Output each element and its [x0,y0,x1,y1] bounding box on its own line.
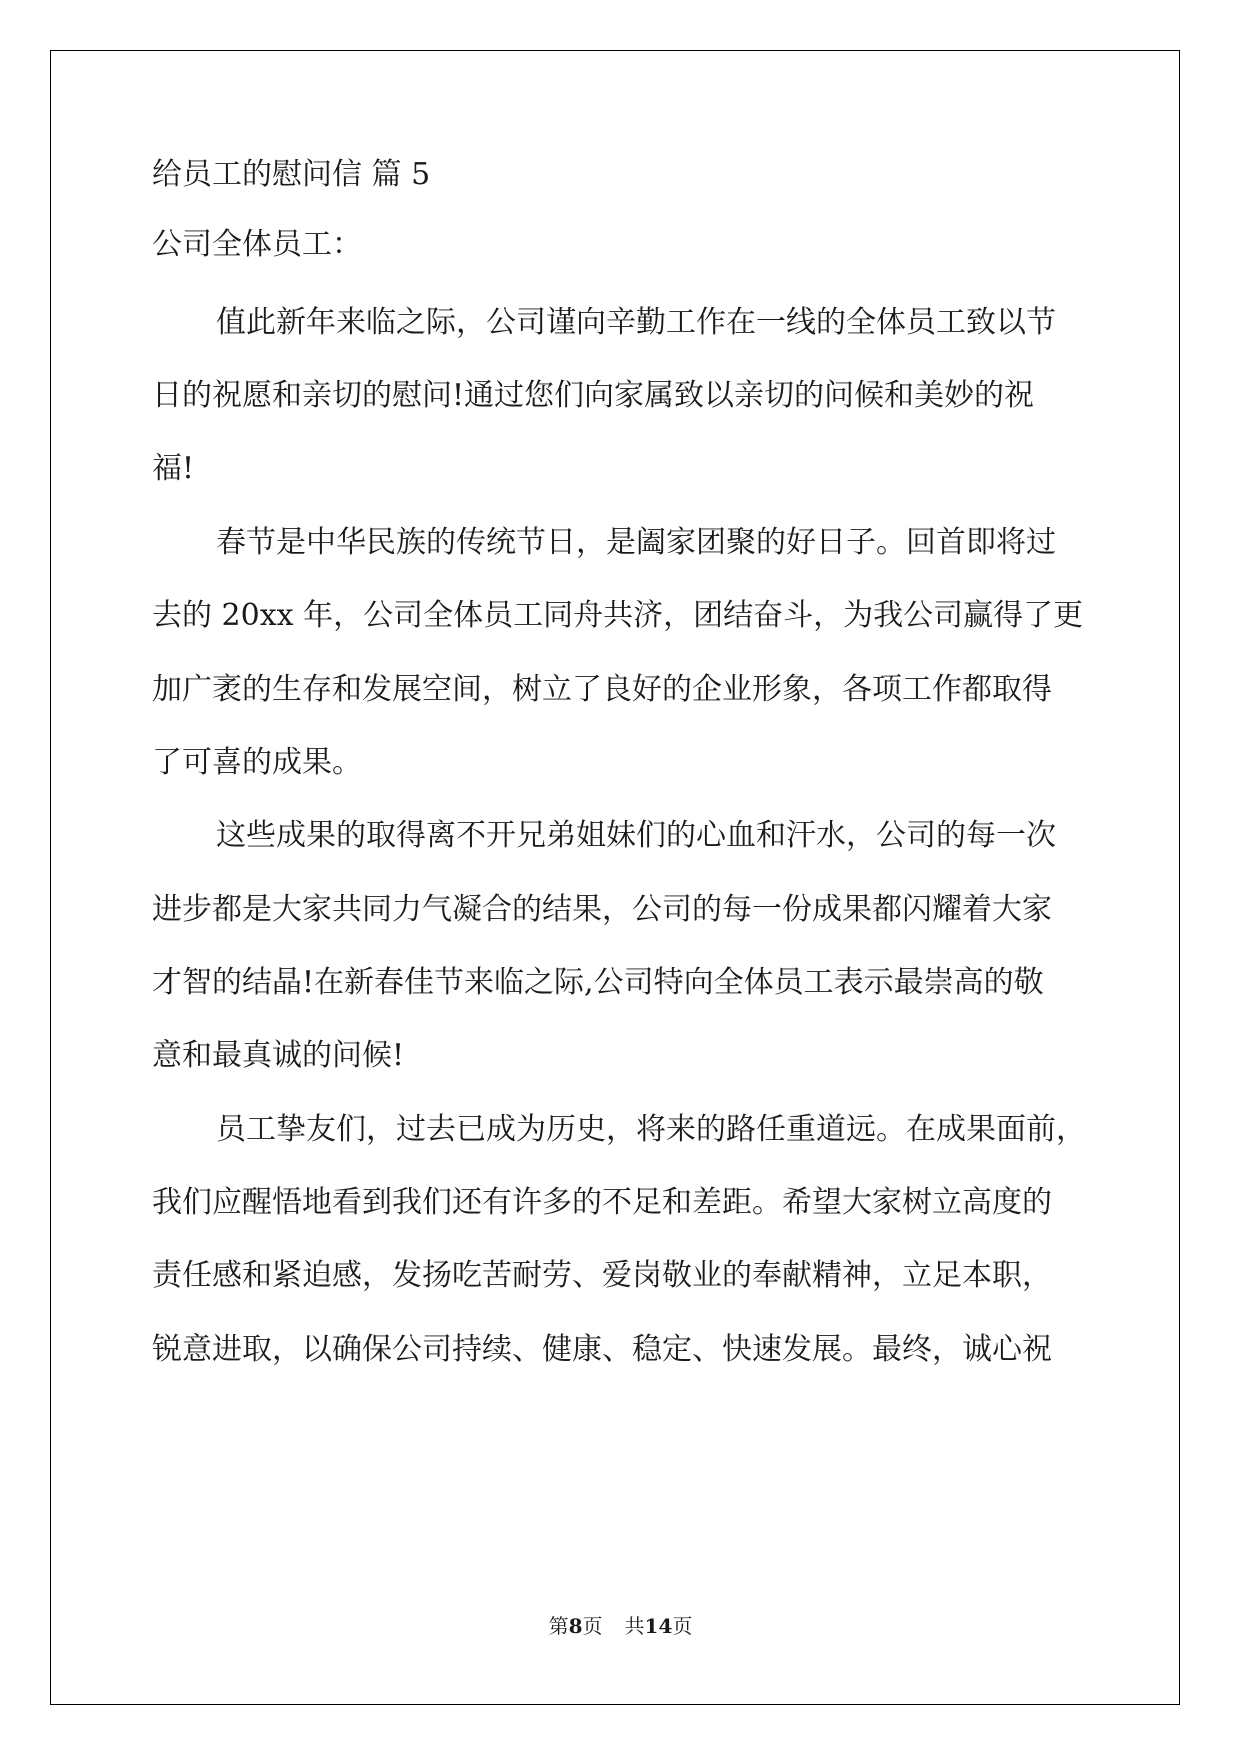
total-suffix: 页 [672,1614,693,1638]
page-suffix: 页 [582,1614,603,1638]
body-line: 锐意进取，以确保公司持续、健康、稳定、快速发展。最终，诚心祝 [152,1332,1052,1367]
salutation: 公司全体员工： [152,227,362,262]
body-line: 加广袤的生存和发展空间，树立了良好的企业形象，各项工作都取得 [152,672,1052,707]
body-line: 这些成果的取得离不开兄弟姐妹们的心血和汗水，公司的每一次 [216,818,1056,853]
page-prefix: 第 [548,1614,569,1638]
body-line: 福! [152,451,195,486]
body-line: 才智的结晶!在新春佳节来临之际,公司特向全体员工表示最崇高的敬 [152,965,1044,1000]
document-title: 给员工的慰问信 篇 5 [152,157,431,192]
body-line: 日的祝愿和亲切的慰问!通过您们向家属致以亲切的问候和美妙的祝 [152,378,1035,413]
body-line: 去的 20xx 年，公司全体员工同舟共济，团结奋斗，为我公司赢得了更 [152,598,1084,633]
body-line: 值此新年来临之际，公司谨向辛勤工作在一线的全体员工致以节 [216,305,1056,340]
page-border [50,50,1180,1705]
body-line: 意和最真诚的问候! [152,1038,405,1073]
total-prefix: 共 [624,1614,645,1638]
body-line: 责任感和紧迫感，发扬吃苦耐劳、爱岗敬业的奉献精神，立足本职， [152,1258,1052,1293]
page-footer [0,1610,1241,1639]
page-number: 8 [568,1614,583,1638]
body-line: 员工挚友们，过去已成为历史，将来的路任重道远。在成果面前， [216,1112,1086,1147]
body-line: 春节是中华民族的传统节日，是阖家团聚的好日子。回首即将过 [216,525,1056,560]
total-pages: 14 [644,1614,673,1638]
body-line: 了可喜的成果。 [152,745,362,780]
body-line: 我们应醒悟地看到我们还有许多的不足和差距。希望大家树立高度的 [152,1185,1052,1220]
body-line: 进步都是大家共同力气凝合的结果，公司的每一份成果都闪耀着大家 [152,892,1052,927]
